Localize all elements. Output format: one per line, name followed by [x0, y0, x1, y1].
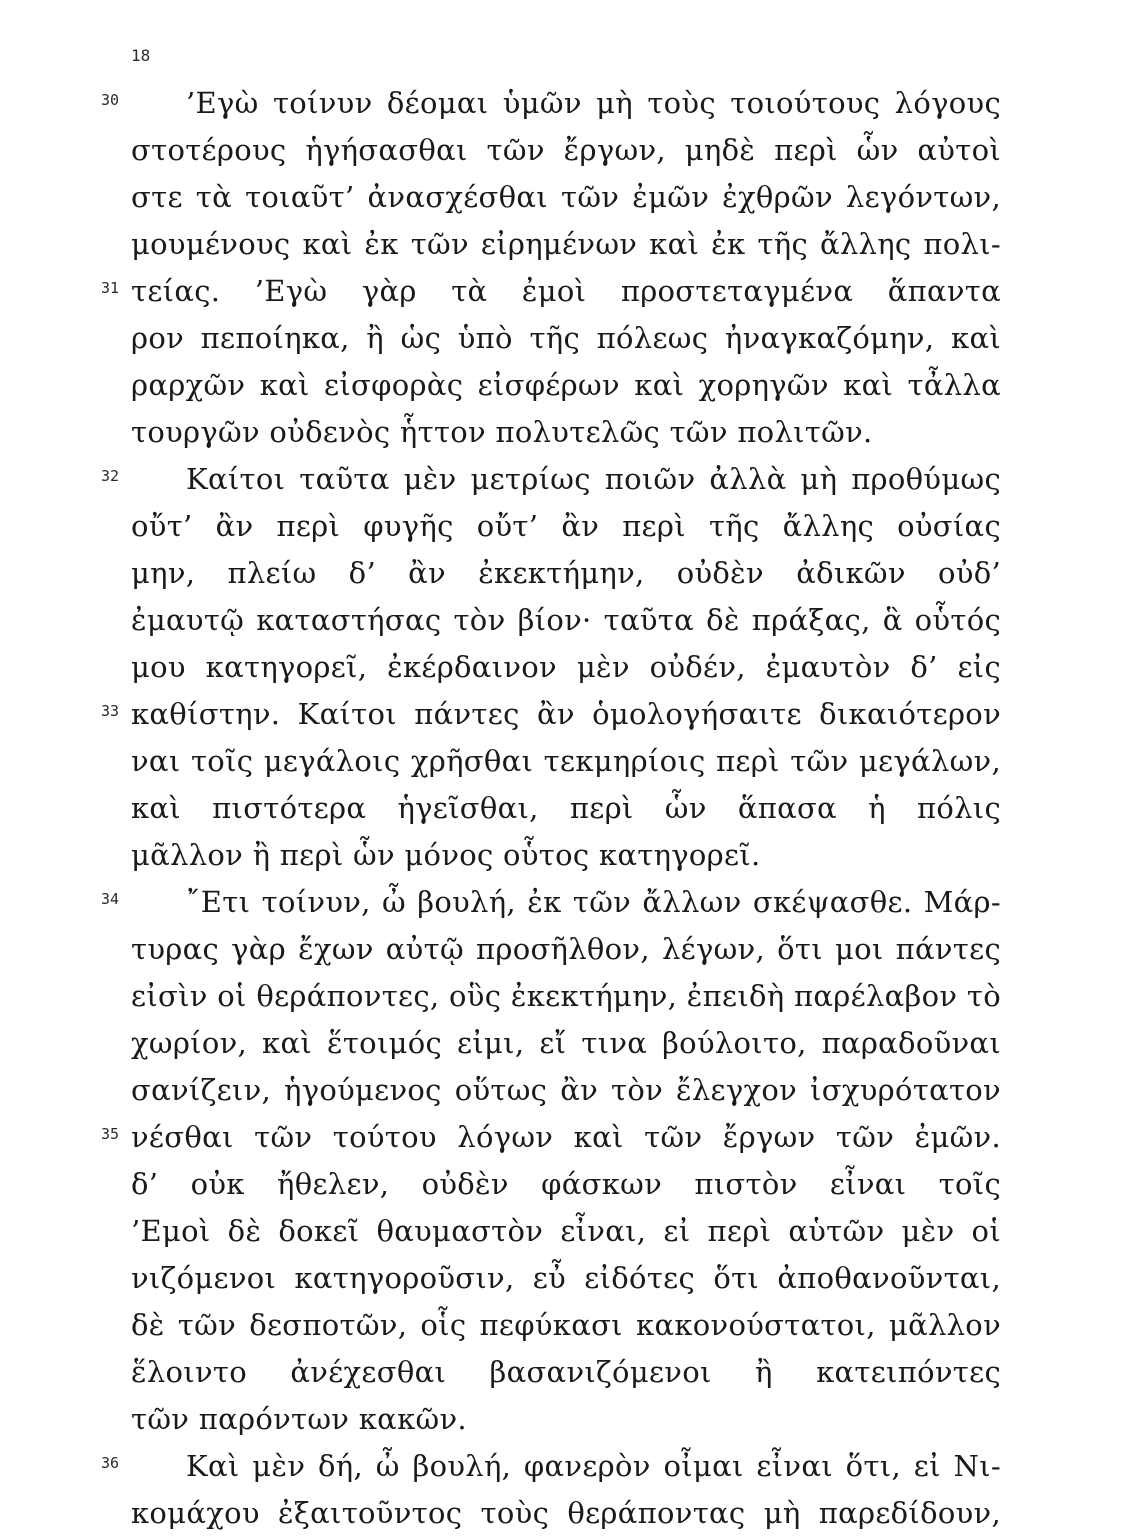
text-line: [131, 1396, 1001, 1443]
text-line: [131, 409, 1001, 456]
text-line: [131, 127, 1001, 174]
section-number: 33: [101, 702, 120, 720]
text-line: [131, 1208, 1001, 1255]
line-text: μου κατηγορεῖ, ἐκέρδαινον μὲν οὐδέν, ἐμαυτὸν δ’ εἰς: [131, 650, 1001, 684]
line-text: ναι τοῖς μεγάλοις χρῆσθαι τεκμηρίοις περὶ τῶν μεγάλων,: [131, 744, 1001, 778]
line-text: ρον πεποίηκα, ἢ ὡς ὑπὸ τῆς πόλεως ἠναγκαζόμην, καὶ: [131, 321, 1001, 355]
text-line: [131, 1067, 1001, 1114]
section-number: 32: [101, 467, 120, 485]
line-text: κομάχου ἐξαιτοῦντος τοὺς θεράποντας μὴ παρεδίδουν,: [131, 1496, 1001, 1530]
line-text: ραρχῶν καὶ εἰσφορὰς εἰσφέρων καὶ χορηγῶν καὶ τἆλλα: [131, 368, 1001, 402]
text-line: [131, 832, 1001, 879]
text-line: [101, 879, 1001, 926]
line-text: ’Εγὼ τοίνυν δέομαι ὑμῶν μὴ τοὺς τοιούτους λόγους: [186, 86, 1001, 120]
section-number: 31: [101, 279, 120, 297]
text-line: [131, 503, 1001, 550]
line-text: εἰσὶν οἱ θεράποντες, οὓς ἐκεκτήμην, ἐπειδὴ παρέλαβον τὸ: [131, 979, 1001, 1013]
greek-text-body: [101, 80, 1001, 1537]
text-line: [131, 1020, 1001, 1067]
text-line: [131, 644, 1001, 691]
text-line: [131, 926, 1001, 973]
text-line: [131, 550, 1001, 597]
line-text: ἕλοιντο ἀνέχεσθαι βασανιζόμενοι ἢ κατειπόντες: [131, 1355, 1001, 1389]
text-line: [131, 315, 1001, 362]
line-text: τῶν παρόντων κακῶν.: [131, 1402, 467, 1436]
line-text: ’Εμοὶ δὲ δοκεῖ θαυμαστὸν εἶναι, εἰ περὶ αὑτῶν μὲν οἱ: [131, 1214, 1001, 1248]
text-line: [131, 221, 1001, 268]
text-line: [131, 1255, 1001, 1302]
text-line: [131, 597, 1001, 644]
line-text: Καὶ μὲν δή, ὦ βουλή, φανερὸν οἶμαι εἶναι ὅτι, εἰ Νι-: [186, 1449, 1001, 1483]
page-number: 18: [131, 46, 151, 65]
text-line: [131, 785, 1001, 832]
text-line: [131, 1302, 1001, 1349]
text-line: [101, 456, 1001, 503]
line-text: τουργῶν οὐδενὸς ἧττον πολυτελῶς τῶν πολιτῶν.: [131, 415, 873, 449]
line-text: τυρας γὰρ ἔχων αὐτῷ προσῆλθον, λέγων, ὅτι μοι πάντες: [131, 932, 1001, 966]
line-text: στε τὰ τοιαῦτ’ ἀνασχέσθαι τῶν ἐμῶν ἐχθρῶν λεγόντων,: [131, 180, 1001, 214]
line-text: χωρίον, καὶ ἕτοιμός εἰμι, εἴ τινα βούλοιτο, παραδοῦναι: [131, 1026, 1001, 1060]
line-text: μην, πλείω δ’ ἂν ἐκεκτήμην, οὐδὲν ἀδικῶν οὐδ’: [131, 556, 1001, 590]
line-text: νιζόμενοι κατηγοροῦσιν, εὖ εἰδότες ὅτι ἀποθανοῦνται,: [131, 1261, 1001, 1295]
line-text: ἐμαυτῷ καταστήσας τὸν βίον· ταῦτα δὲ πράξας, ἃ οὗτός: [131, 603, 1001, 637]
text-line: [131, 1490, 1001, 1537]
line-text: μουμένους καὶ ἐκ τῶν εἰρημένων καὶ ἐκ τῆς ἄλλης πολι-: [131, 227, 1001, 261]
line-text: δὲ τῶν δεσποτῶν, οἷς πεφύκασι κακονούστατοι, μᾶλλον: [131, 1308, 1001, 1342]
line-text: οὔτ’ ἂν περὶ φυγῆς οὔτ’ ἂν περὶ τῆς ἄλλης οὐσίας: [131, 509, 1001, 543]
line-text: ῎Ετι τοίνυν, ὦ βουλή, ἐκ τῶν ἄλλων σκέψασθε. Μάρ-: [186, 885, 1001, 919]
line-text: νέσθαι τῶν τούτου λόγων καὶ τῶν ἔργων τῶν ἐμῶν.: [131, 1120, 1001, 1154]
section-number: 36: [101, 1454, 120, 1472]
text-line: [101, 80, 1001, 127]
line-text: μᾶλλον ἢ περὶ ὧν μόνος οὗτος κατηγορεῖ.: [131, 838, 761, 872]
text-line: [131, 738, 1001, 785]
text-line: [131, 1349, 1001, 1396]
section-number: 34: [101, 890, 120, 908]
text-line: [131, 174, 1001, 221]
line-text: στοτέρους ἡγήσασθαι τῶν ἔργων, μηδὲ περὶ ὧν αὐτοὶ: [131, 133, 1001, 167]
line-text: καὶ πιστότερα ἡγεῖσθαι, περὶ ὧν ἅπασα ἡ πόλις: [131, 791, 1001, 825]
section-number: 30: [101, 91, 120, 109]
text-line: [101, 1443, 1001, 1490]
line-text: Καίτοι ταῦτα μὲν μετρίως ποιῶν ἀλλὰ μὴ προθύμως: [186, 462, 1001, 496]
line-text: καθίστην. Καίτοι πάντες ἂν ὁμολογήσαιτε δικαιότερον: [131, 697, 1001, 731]
text-line: [131, 1161, 1001, 1208]
text-line: [101, 691, 1001, 738]
line-text: τείας. ’Εγὼ γὰρ τὰ ἐμοὶ προστεταγμένα ἅπαντα: [131, 274, 1001, 308]
line-text: δ’ οὐκ ἤθελεν, οὐδὲν φάσκων πιστὸν εἶναι τοῖς: [131, 1167, 1001, 1201]
text-line: [101, 1114, 1001, 1161]
line-text: σανίζειν, ἡγούμενος οὕτως ἂν τὸν ἔλεγχον ἰσχυρότατον: [131, 1073, 1001, 1107]
text-line: [131, 973, 1001, 1020]
text-line: [101, 268, 1001, 315]
section-number: 35: [101, 1125, 120, 1143]
text-line: [131, 362, 1001, 409]
